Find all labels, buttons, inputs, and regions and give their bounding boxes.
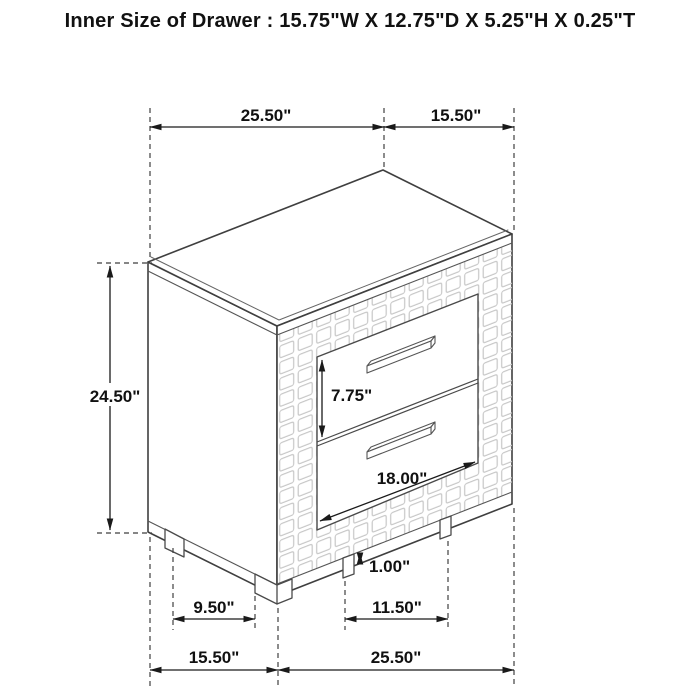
dim-label-drawer-height: 7.75" bbox=[331, 386, 373, 405]
front-right-foot bbox=[440, 516, 451, 539]
dim-front-leg-spacing bbox=[345, 598, 448, 619]
dim-label-side-leg-spacing: 9.50" bbox=[193, 598, 235, 617]
dim-label-bottom-width: 25.50" bbox=[370, 648, 422, 667]
dim-label-top-width: 25.50" bbox=[240, 106, 292, 125]
dim-overall-height bbox=[85, 266, 146, 530]
dim-top-width bbox=[150, 106, 384, 127]
dim-label-bottom-depth: 15.50" bbox=[188, 648, 240, 667]
dim-top-depth bbox=[384, 106, 514, 127]
dim-bottom-width bbox=[278, 648, 514, 670]
dim-label-overall-height: 24.50" bbox=[89, 387, 141, 406]
dim-bottom-depth bbox=[150, 648, 278, 670]
dim-side-leg-spacing bbox=[173, 598, 255, 619]
page-title: Inner Size of Drawer : 15.75"W X 12.75"D X 5.25"H X 0.25"T bbox=[64, 10, 636, 32]
nightstand-drawing bbox=[148, 170, 512, 604]
dim-label-drawer-width: 18.00" bbox=[376, 469, 428, 488]
dim-label-top-depth: 15.50" bbox=[430, 106, 482, 125]
dim-label-front-leg-spacing: 11.50" bbox=[372, 598, 422, 617]
front-left-foot bbox=[343, 554, 354, 578]
dim-label-rail-height: 1.00" bbox=[369, 557, 411, 576]
